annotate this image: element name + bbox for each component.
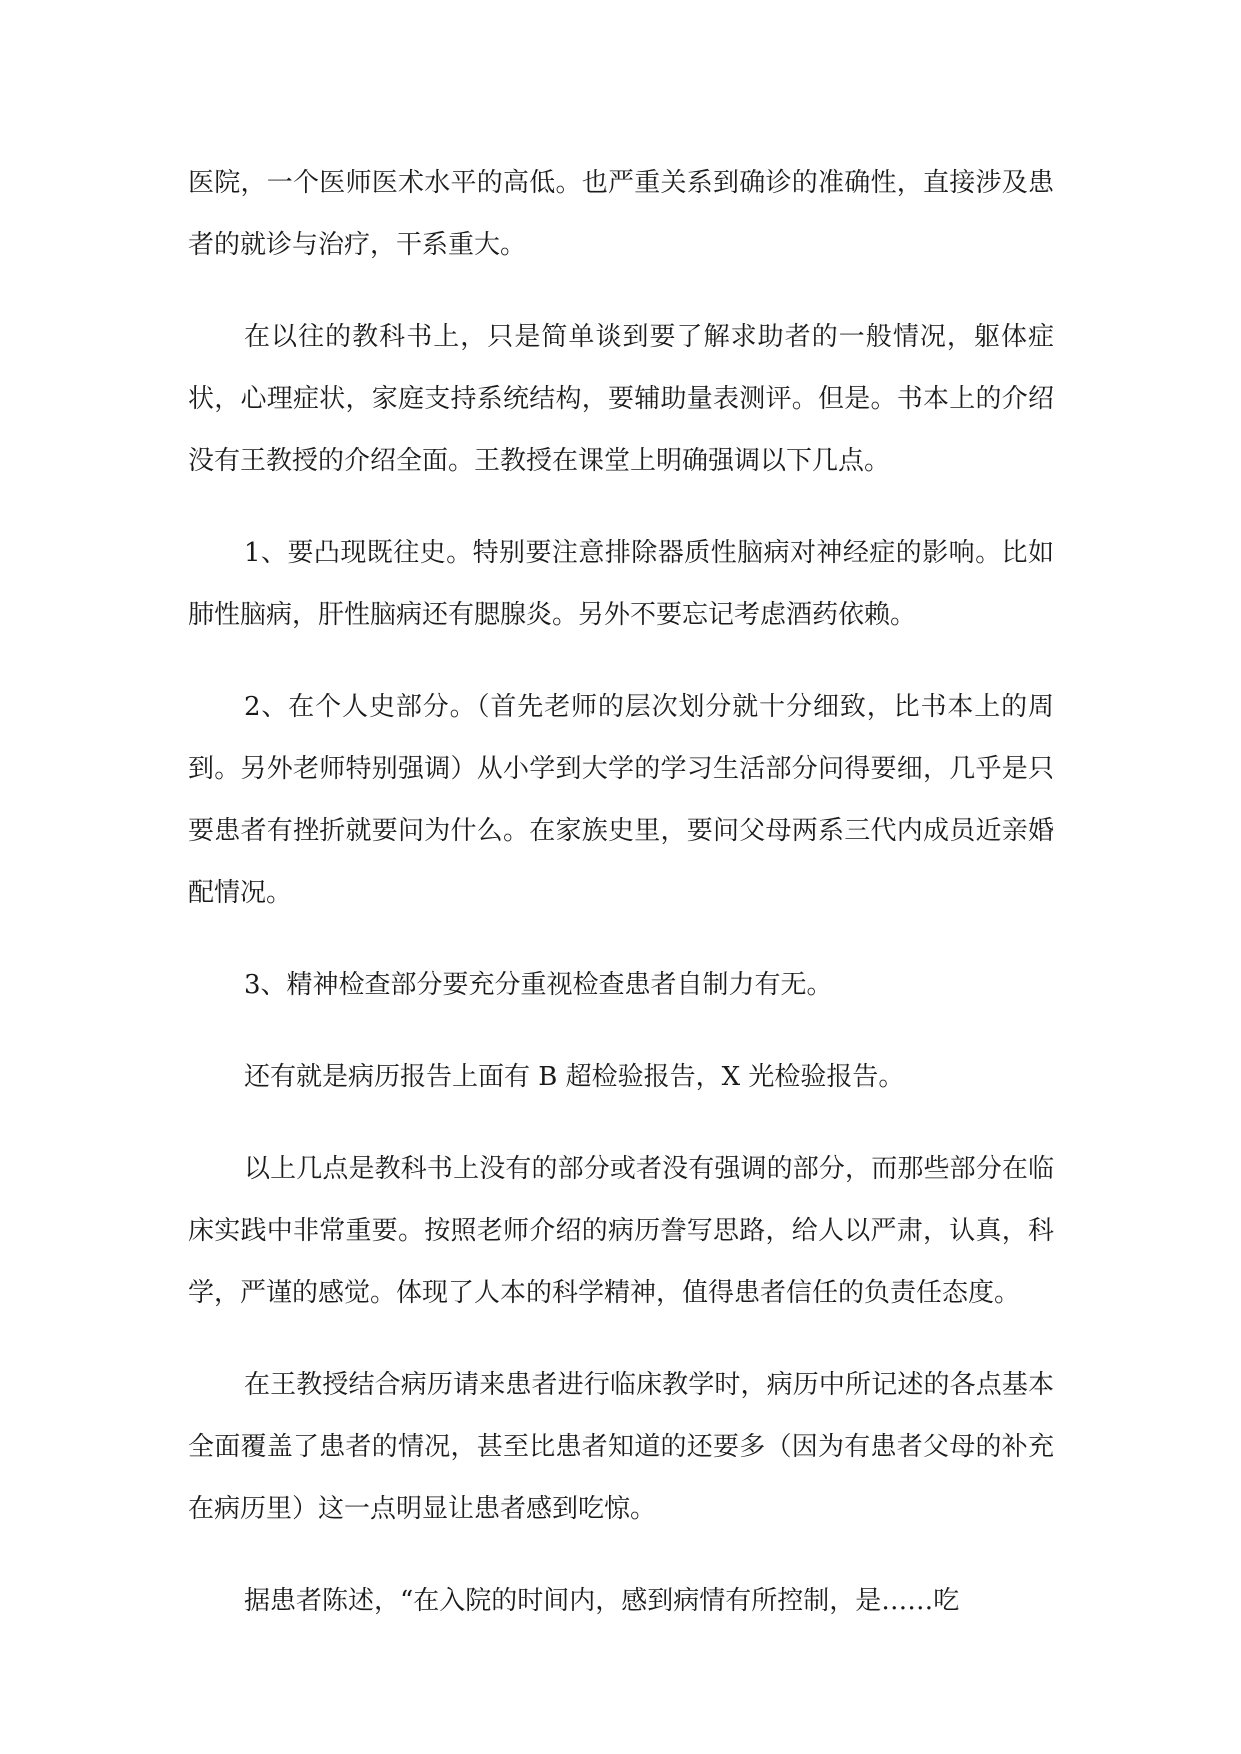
paragraph-6: 还有就是病历报告上面有 B 超检验报告，X 光检验报告。 <box>244 1062 905 1092</box>
paragraph-8: 在王教授结合病历请来患者进行临床教学时，病历中所记述的各点基本全面覆盖了患者的情况，甚至比患者知道的还要多（因为有患者父母的补充在病历里）这一点明显让患者感到吃惊。 <box>188 1370 1054 1524</box>
paragraph-4: 2、在个人史部分。（首先老师的层次划分就十分细致，比书本上的周到。另外老师特别强调）从小学到大学的学习生活部分问得要细，几乎是只要患者有挫折就要问为什么。在家族史里，要问父母两系三代内成员近亲婚配情况。 <box>188 692 1054 908</box>
paragraph-7: 以上几点是教科书上没有的部分或者没有强调的部分，而那些部分在临床实践中非常重要。按照老师介绍的病历誊写思路，给人以严肃，认真，科学，严谨的感觉。体现了人本的科学精神，值得患者信任的负责任态度。 <box>188 1154 1054 1308</box>
paragraph-1: 医院，一个医师医术水平的高低。也严重关系到确诊的准确性，直接涉及患者的就诊与治疗，干系重大。 <box>188 168 1054 260</box>
paragraph-2: 在以往的教科书上，只是简单谈到要了解求助者的一般情况，躯体症状，心理症状，家庭支持系统结构，要辅助量表测评。但是。书本上的介绍没有王教授的介绍全面。王教授在课堂上明确强调以下几点。 <box>188 322 1054 476</box>
paragraph-5: 3、精神检查部分要充分重视检查患者自制力有无。 <box>244 970 833 1000</box>
document-body <box>188 152 1054 1662</box>
paragraph-9: 据患者陈述，“在入院的时间内，感到病情有所控制，是……吃 <box>244 1586 960 1616</box>
paragraph-3: 1、要凸现既往史。特别要注意排除器质性脑病对神经症的影响。比如肺性脑病，肝性脑病还有腮腺炎。另外不要忘记考虑酒药依赖。 <box>188 538 1054 630</box>
